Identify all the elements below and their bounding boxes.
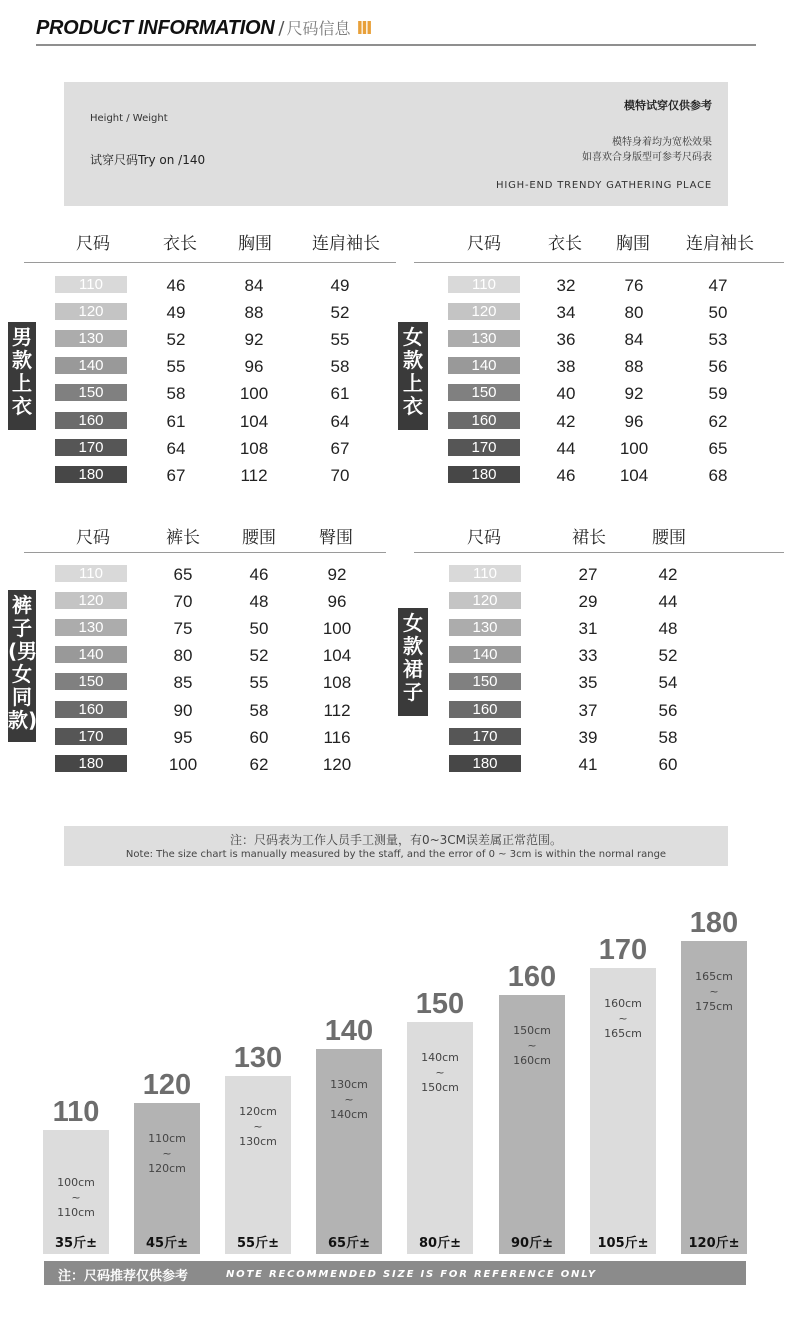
table-header-cell: 连肩袖长	[312, 234, 380, 254]
height-bar	[225, 1076, 291, 1254]
range-value: 120cm	[148, 1162, 186, 1175]
size-label: 170	[448, 439, 520, 456]
table-cell: 80	[624, 303, 644, 322]
range-value: 110cm	[57, 1206, 95, 1219]
table-cell: 76	[624, 276, 644, 295]
category-label: 裤子(男女同款)	[8, 590, 36, 742]
size-label: 120	[449, 592, 521, 609]
try-on-size: 试穿尺码Try on /140	[90, 153, 206, 167]
table-cell: 53	[708, 330, 728, 349]
size-label: 140	[55, 357, 127, 374]
height-bar-weight: 80斤±	[419, 1236, 461, 1251]
table-cell: 36	[556, 330, 576, 349]
table-header-cell: 腰围	[652, 528, 686, 548]
table-cell: 96	[624, 412, 644, 431]
range-value: 160cm	[513, 1054, 551, 1067]
table-cell: 49	[166, 303, 186, 322]
table-cell: 120	[322, 755, 352, 774]
table-cell: 58	[249, 701, 269, 720]
range-separator: ~	[71, 1191, 81, 1204]
size-label: 120	[448, 303, 520, 320]
table-cell: 48	[249, 592, 269, 611]
table-cell: 37	[578, 701, 598, 720]
table-cell: 100	[619, 439, 649, 458]
range-value: 160cm	[604, 997, 642, 1010]
table-cell: 56	[708, 357, 728, 376]
size-label: 170	[55, 728, 127, 745]
range-value: 140cm	[330, 1108, 368, 1121]
table-cell: 42	[556, 412, 576, 431]
table-cell: 42	[658, 565, 678, 584]
table-cell: 46	[556, 466, 576, 485]
table-cell: 104	[239, 412, 269, 431]
table-cell: 44	[556, 439, 576, 458]
range-value: 100cm	[57, 1176, 95, 1189]
table-header-cell: 裙长	[572, 528, 606, 548]
table-cell: 80	[173, 646, 193, 665]
range-separator: ~	[162, 1147, 172, 1160]
range-value: 175cm	[695, 1000, 733, 1013]
range-separator: ~	[253, 1120, 263, 1133]
table-cell: 104	[619, 466, 649, 485]
range-separator: ~	[527, 1039, 537, 1052]
range-value: 165cm	[695, 970, 733, 983]
table-cell: 88	[624, 357, 644, 376]
table-header-cell: 裤长	[166, 528, 200, 548]
height-bar-weight: 65斤±	[328, 1236, 370, 1251]
table-cell: 60	[249, 728, 269, 747]
size-label: 110	[55, 276, 127, 293]
table-cell: 67	[166, 466, 186, 485]
table-cell: 112	[240, 466, 268, 485]
range-separator: ~	[618, 1012, 628, 1025]
size-label: 130	[55, 619, 127, 636]
range-value: 130cm	[330, 1078, 368, 1091]
measurement-note	[64, 826, 728, 866]
table-cell: 65	[173, 565, 193, 584]
table-cell: 64	[166, 439, 186, 458]
size-label: 140	[449, 646, 521, 663]
table-cell: 90	[173, 701, 193, 720]
page-header	[36, 16, 371, 44]
table-cell: 52	[658, 646, 678, 665]
table-header-cell: 连肩袖长	[686, 234, 754, 254]
size-label: 170	[449, 728, 521, 745]
size-label: 140	[55, 646, 127, 663]
model-fit-advice: 如喜欢合身版型可参考尺码表	[582, 152, 712, 163]
table-cell: 108	[239, 439, 269, 458]
table-cell: 70	[173, 592, 193, 611]
header-title-cn: 尺码信息	[286, 19, 351, 38]
brand-slogan: HIGH-END TRENDY GATHERING PLACE	[496, 180, 712, 191]
height-bar-range	[225, 1104, 291, 1149]
header-title-en: PRODUCT INFORMATION	[36, 17, 275, 39]
recommendation-note-cn: 注：尺码推荐仅供参考	[58, 1269, 189, 1284]
table-cell: 60	[658, 755, 678, 774]
table-cell: 50	[249, 619, 269, 638]
height-bar-range	[681, 969, 747, 1014]
table-cell: 84	[244, 276, 264, 295]
size-label: 150	[449, 673, 521, 690]
category-label: 男款上衣	[8, 322, 36, 430]
height-bar-range	[499, 1023, 565, 1068]
range-separator: ~	[709, 985, 719, 998]
size-label: 130	[449, 619, 521, 636]
table-cell: 62	[708, 412, 728, 431]
table-header-cell: 尺码	[467, 528, 501, 548]
size-label: 130	[55, 330, 127, 347]
table-cell: 55	[249, 673, 269, 692]
table-cell: 58	[166, 384, 186, 403]
table-cell: 108	[322, 673, 352, 692]
height-bar-range	[407, 1050, 473, 1095]
table-cell: 46	[249, 565, 269, 584]
size-label: 150	[55, 384, 127, 401]
table-header-cell: 腰围	[242, 528, 276, 548]
table-cell: 100	[322, 619, 352, 638]
table-cell: 27	[578, 565, 598, 584]
table-cell: 52	[249, 646, 269, 665]
table-cell: 70	[330, 466, 350, 485]
table-cell: 35	[578, 673, 598, 692]
table-cell: 55	[330, 330, 350, 349]
table-cell: 65	[708, 439, 728, 458]
range-value: 130cm	[239, 1135, 277, 1148]
table-header-cell: 尺码	[76, 234, 110, 254]
table-cell: 40	[556, 384, 576, 403]
height-bar-range	[43, 1175, 109, 1220]
size-label: 150	[55, 673, 127, 690]
height-bar-size: 180	[689, 907, 739, 939]
table-cell: 61	[166, 412, 186, 431]
table-cell: 59	[708, 384, 728, 403]
table-cell: 100	[239, 384, 269, 403]
table-cell: 96	[244, 357, 264, 376]
range-value: 150cm	[421, 1081, 459, 1094]
range-value: 140cm	[421, 1051, 459, 1064]
header-divider	[36, 44, 756, 46]
height-bar-weight: 45斤±	[146, 1236, 188, 1251]
table-header-cell: 胸围	[616, 234, 650, 254]
table-cell: 32	[556, 276, 576, 295]
table-cell: 31	[578, 619, 598, 638]
table-cell: 29	[578, 592, 598, 611]
header-decor: III	[356, 18, 371, 39]
table-header-cell: 胸围	[238, 234, 272, 254]
table-cell: 67	[330, 439, 350, 458]
table-cell: 100	[168, 755, 198, 774]
table-cell: 92	[327, 565, 347, 584]
table-header-cell: 衣长	[163, 234, 197, 254]
table-cell: 64	[330, 412, 350, 431]
size-label: 120	[55, 592, 127, 609]
model-info-box	[64, 82, 728, 206]
range-value: 110cm	[148, 1132, 186, 1145]
table-cell: 58	[330, 357, 350, 376]
table-cell: 88	[244, 303, 264, 322]
table-cell: 55	[166, 357, 186, 376]
table-cell: 47	[708, 276, 728, 295]
size-label: 110	[449, 565, 521, 582]
height-bar-weight: 105斤±	[597, 1236, 649, 1251]
height-weight-label: Height / Weight	[90, 113, 168, 124]
measurement-note-en: Note: The size chart is manually measured by the staff, and the error of 0 ~ 3cm is within the normal range	[125, 849, 667, 860]
height-bar-range	[590, 996, 656, 1041]
table-header-cell: 尺码	[76, 528, 110, 548]
model-fit-note: 模特身着均为宽松效果	[612, 137, 712, 148]
size-label: 180	[448, 466, 520, 483]
table-cell: 116	[323, 728, 351, 747]
height-bar-size: 150	[415, 988, 465, 1020]
size-label: 160	[449, 701, 521, 718]
height-bar-range	[134, 1131, 200, 1176]
table-cell: 41	[578, 755, 598, 774]
table-cell: 49	[330, 276, 350, 295]
category-label: 女款上衣	[398, 322, 428, 430]
header-separator: /	[278, 18, 285, 39]
table-cell: 38	[556, 357, 576, 376]
table-header-divider	[24, 262, 396, 263]
size-label: 180	[55, 466, 127, 483]
size-label: 170	[55, 439, 127, 456]
table-header-divider	[414, 552, 784, 553]
size-label: 120	[55, 303, 127, 320]
table-cell: 44	[658, 592, 678, 611]
recommendation-note-en: NOTE RECOMMENDED SIZE IS FOR REFERENCE ONLY	[226, 1269, 597, 1280]
table-cell: 48	[658, 619, 678, 638]
recommendation-footer	[44, 1261, 746, 1285]
height-bar-size: 130	[233, 1042, 283, 1074]
size-label: 110	[448, 276, 520, 293]
height-bar-weight: 90斤±	[511, 1236, 553, 1251]
table-cell: 85	[173, 673, 193, 692]
table-cell: 96	[327, 592, 347, 611]
table-cell: 95	[173, 728, 193, 747]
height-bar-size: 110	[52, 1096, 100, 1128]
height-bar-size: 170	[598, 934, 648, 966]
height-bar-size: 120	[142, 1069, 192, 1101]
height-bar-size: 140	[324, 1015, 374, 1047]
height-bar-weight: 120斤±	[688, 1236, 740, 1251]
table-cell: 68	[708, 466, 728, 485]
height-bar-weight: 35斤±	[55, 1236, 97, 1251]
size-label: 160	[448, 412, 520, 429]
table-cell: 92	[244, 330, 264, 349]
table-cell: 104	[322, 646, 352, 665]
table-header-cell: 尺码	[467, 234, 501, 254]
table-cell: 52	[166, 330, 186, 349]
size-label: 160	[55, 701, 127, 718]
height-bar-size: 160	[507, 961, 557, 993]
size-label: 180	[55, 755, 127, 772]
table-cell: 84	[624, 330, 644, 349]
height-bar-weight: 55斤±	[237, 1236, 279, 1251]
table-header-divider	[24, 552, 386, 553]
range-separator: ~	[344, 1093, 354, 1106]
table-cell: 33	[578, 646, 598, 665]
table-cell: 92	[624, 384, 644, 403]
size-label: 140	[448, 357, 520, 374]
table-cell: 46	[166, 276, 186, 295]
table-cell: 52	[330, 303, 350, 322]
height-bar-range	[316, 1077, 382, 1122]
table-header-cell: 臀围	[319, 528, 353, 548]
table-cell: 54	[658, 673, 678, 692]
table-cell: 112	[323, 701, 351, 720]
table-header-divider	[414, 262, 784, 263]
size-label: 130	[448, 330, 520, 347]
size-label: 160	[55, 412, 127, 429]
table-cell: 50	[708, 303, 728, 322]
table-cell: 61	[330, 384, 350, 403]
table-cell: 34	[556, 303, 576, 322]
table-cell: 75	[173, 619, 193, 638]
size-label: 180	[449, 755, 521, 772]
table-cell: 62	[249, 755, 269, 774]
category-label: 女款裙子	[398, 608, 428, 716]
range-value: 165cm	[604, 1027, 642, 1040]
size-label: 150	[448, 384, 520, 401]
range-separator: ~	[435, 1066, 445, 1079]
table-cell: 56	[658, 701, 678, 720]
measurement-note-cn: 注：尺码表为工作人员手工测量，有0~3CM误差属正常范围。	[229, 833, 563, 847]
range-value: 150cm	[513, 1024, 551, 1037]
table-cell: 58	[658, 728, 678, 747]
size-label: 110	[55, 565, 127, 582]
table-cell: 39	[578, 728, 598, 747]
model-reference-note: 模特试穿仅供参考	[624, 99, 712, 112]
range-value: 120cm	[239, 1105, 277, 1118]
table-header-cell: 衣长	[548, 234, 582, 254]
